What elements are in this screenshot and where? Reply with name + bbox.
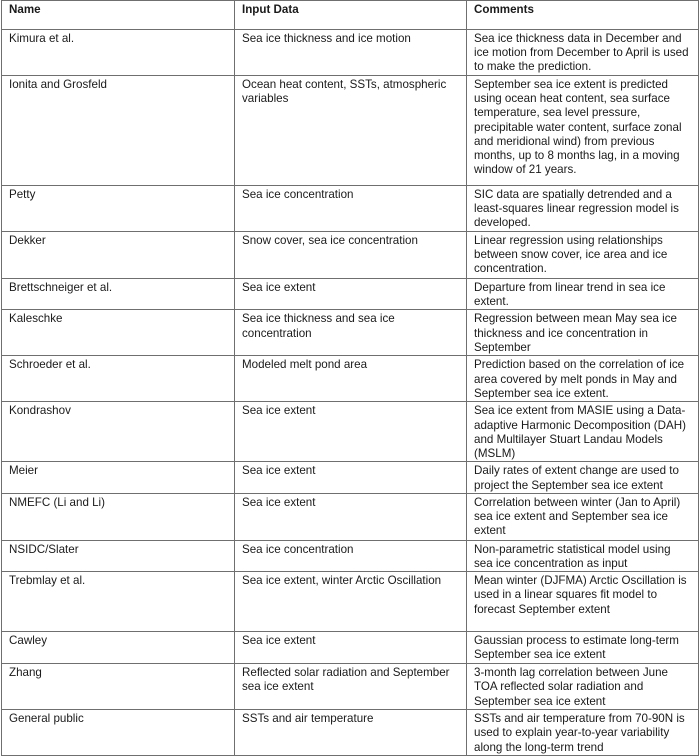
cell-name: Petty	[2, 186, 235, 232]
cell-comment: Linear regression using relationships between snow cover, ice area and ice concentration.	[467, 232, 699, 279]
cell-input-data: Sea ice thickness and sea ice concentration	[235, 310, 467, 356]
cell-input-data: Sea ice extent	[235, 279, 467, 310]
cell-input-data: Sea ice extent	[235, 632, 467, 664]
cell-name: Kondrashov	[2, 402, 235, 462]
cell-comment: Non-parametric statistical model using sea ice concentration as input	[467, 540, 699, 571]
table-row	[2, 186, 699, 232]
cell-name: Brettschneiger et al.	[2, 279, 235, 310]
cell-input-data: Sea ice concentration	[235, 186, 467, 232]
cell-comment: Mean winter (DJFMA) Arctic Oscillation is used in a linear squares fit model to forecast September extent	[467, 572, 699, 632]
cell-comment: Gaussian process to estimate long-term September sea ice extent	[467, 632, 699, 664]
cell-input-data: Sea ice thickness and ice motion	[235, 30, 467, 76]
cell-name: Ionita and Grosfeld	[2, 76, 235, 186]
cell-input-data: Sea ice extent, winter Arctic Oscillation	[235, 572, 467, 632]
cell-comment: Correlation between winter (Jan to April) sea ice extent and September sea ice extent	[467, 493, 699, 540]
cell-comment: SSTs and air temperature from 70-90N is used to explain year-to-year variability along the long-term trend	[467, 710, 699, 756]
table-row	[2, 572, 699, 632]
cell-name: Zhang	[2, 664, 235, 710]
cell-input-data: Sea ice extent	[235, 402, 467, 462]
cell-name: Dekker	[2, 232, 235, 279]
cell-comment: Prediction based on the correlation of ice area covered by melt ponds in May and September sea ice extent.	[467, 356, 699, 402]
cell-comment: Regression between mean May sea ice thickness and ice concentration in September	[467, 310, 699, 356]
cell-name: Schroeder et al.	[2, 356, 235, 402]
table-row	[2, 232, 699, 279]
forecast-methods-table	[1, 0, 699, 756]
cell-comment: September sea ice extent is predicted using ocean heat content, sea surface temperature, sea level pressure, precipitable water content, surface zonal and meridional wind) from previous months, up to 8 months lag, in a moving window of 21 years.	[467, 76, 699, 186]
table-row	[2, 402, 699, 462]
table-row	[2, 632, 699, 664]
table-row	[2, 493, 699, 540]
table-row	[2, 540, 699, 571]
cell-comment: Daily rates of extent change are used to project the September sea ice extent	[467, 462, 699, 493]
header-input-data: Input Data	[235, 1, 467, 30]
cell-name: General public	[2, 710, 235, 756]
cell-comment: Departure from linear trend in sea ice extent.	[467, 279, 699, 310]
table-row	[2, 710, 699, 756]
header-name: Name	[2, 1, 235, 30]
table-row	[2, 310, 699, 356]
table-row	[2, 462, 699, 493]
table-row	[2, 356, 699, 402]
cell-input-data: Sea ice extent	[235, 462, 467, 493]
header-comments: Comments	[467, 1, 699, 30]
cell-input-data: Modeled melt pond area	[235, 356, 467, 402]
cell-name: Meier	[2, 462, 235, 493]
table-row	[2, 664, 699, 710]
table-header-row	[2, 1, 699, 30]
cell-input-data: Ocean heat content, SSTs, atmospheric variables	[235, 76, 467, 186]
table-row	[2, 76, 699, 186]
table-row	[2, 279, 699, 310]
cell-input-data: Sea ice concentration	[235, 540, 467, 571]
cell-comment: Sea ice extent from MASIE using a Data-adaptive Harmonic Decomposition (DAH) and Multilayer Stuart Landau Models (MSLM)	[467, 402, 699, 462]
cell-name: NMEFC (Li and Li)	[2, 493, 235, 540]
cell-comment: SIC data are spatially detrended and a least-squares linear regression model is developed.	[467, 186, 699, 232]
cell-input-data: Snow cover, sea ice concentration	[235, 232, 467, 279]
cell-input-data: SSTs and air temperature	[235, 710, 467, 756]
cell-name: Kimura et al.	[2, 30, 235, 76]
cell-input-data: Sea ice extent	[235, 493, 467, 540]
cell-comment: Sea ice thickness data in December and ice motion from December to April is used to make the prediction.	[467, 30, 699, 76]
cell-name: Trebmlay et al.	[2, 572, 235, 632]
cell-name: Kaleschke	[2, 310, 235, 356]
cell-name: NSIDC/Slater	[2, 540, 235, 571]
table-row	[2, 30, 699, 76]
cell-comment: 3-month lag correlation between June TOA reflected solar radiation and September sea ice extent	[467, 664, 699, 710]
cell-name: Cawley	[2, 632, 235, 664]
cell-input-data: Reflected solar radiation and September sea ice extent	[235, 664, 467, 710]
